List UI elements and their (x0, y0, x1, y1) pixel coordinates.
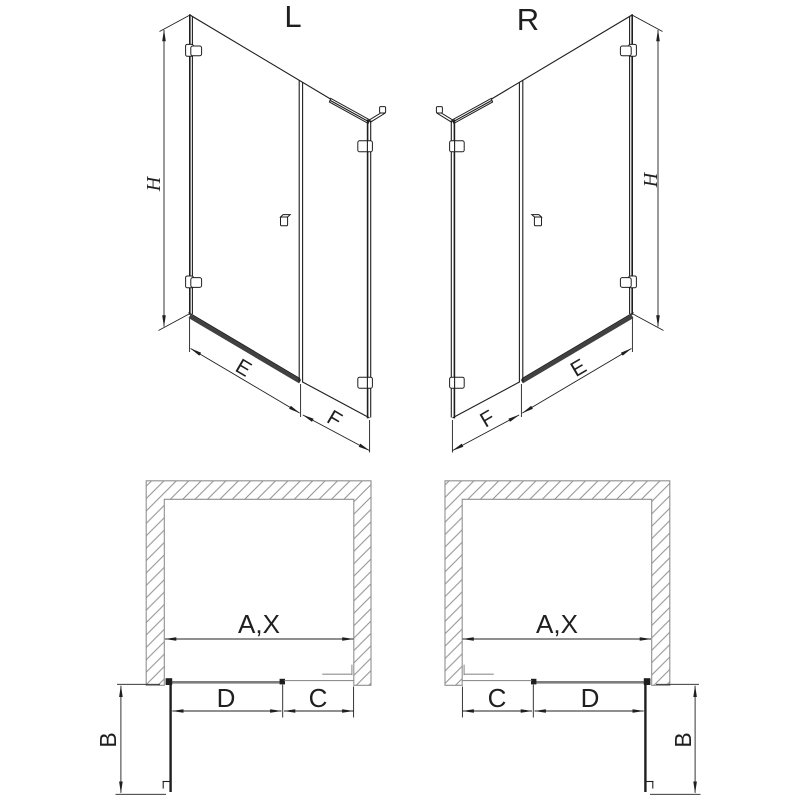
elevation-right-linework (436, 15, 663, 453)
dim-label-door-width-right: E (566, 354, 591, 382)
dim-label-projection-left: B (94, 732, 121, 748)
dim-label-plan-door-right: D (580, 683, 600, 713)
dim-label-opening-width-right: A,X (536, 609, 578, 639)
elevation-left (143, 0, 386, 453)
dim-label-door-width-left: E (231, 354, 256, 382)
plan-right-walls (445, 481, 670, 686)
elevation-left-label: L (284, 0, 302, 34)
dim-label-plan-panel-left: C (308, 683, 328, 713)
dim-label-plan-panel-right: C (487, 683, 507, 713)
elevation-right (436, 2, 663, 453)
elevation-left-linework (159, 15, 386, 453)
dim-label-projection-right: B (669, 732, 696, 748)
plan-left (95, 481, 371, 795)
plan-right (445, 481, 701, 795)
dim-label-height-right: H (639, 172, 662, 188)
elevation-right-label: R (516, 2, 540, 37)
dim-label-panel-width-right: F (476, 406, 499, 433)
dim-label-opening-width-left: A,X (238, 609, 280, 639)
dim-label-panel-width-left: F (323, 406, 346, 433)
dim-label-plan-door-left: D (216, 683, 236, 713)
dim-label-height-left: H (142, 176, 165, 192)
plan-left-walls (146, 481, 371, 686)
